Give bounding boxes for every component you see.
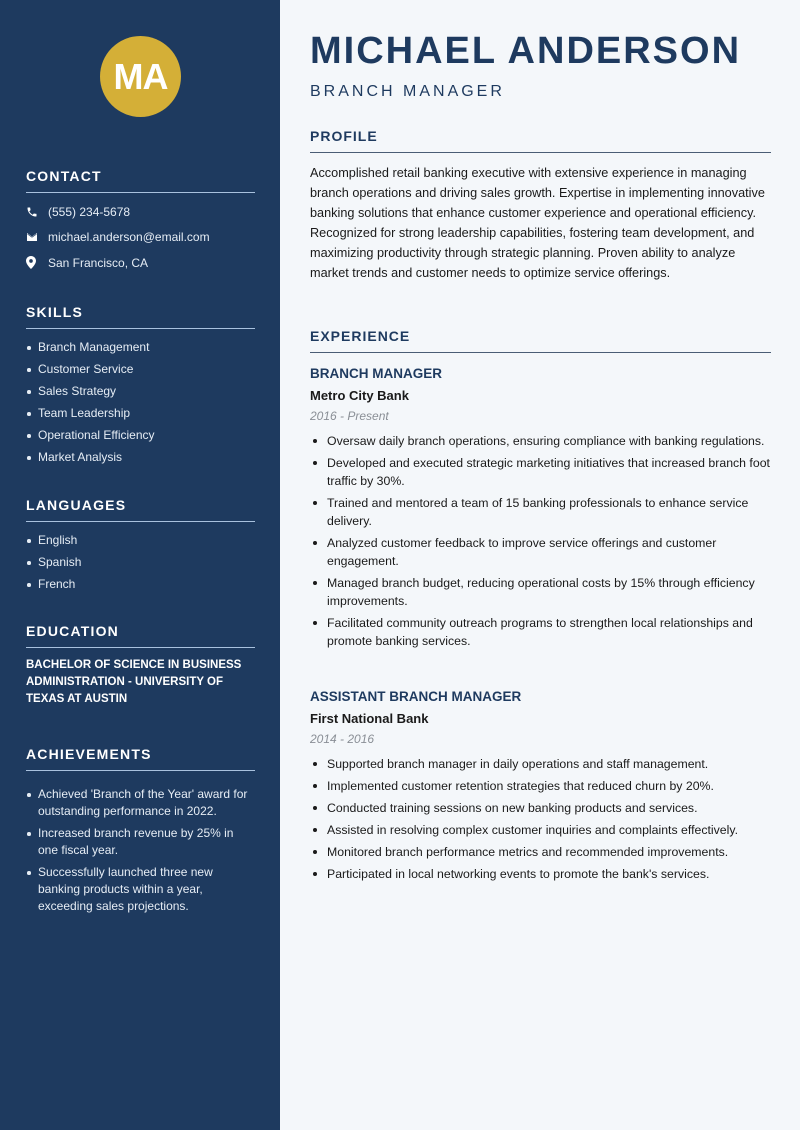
experience-heading: EXPERIENCE	[310, 328, 771, 353]
job-entry	[310, 688, 771, 887]
job-bullet: Facilitated community outreach programs to strengthen local relationships and promote banking services.	[310, 614, 771, 650]
skill-item: Sales Strategy	[26, 383, 255, 400]
languages-heading: LANGUAGES	[26, 497, 255, 522]
skill-item: Market Analysis	[26, 449, 255, 466]
achievements-heading: ACHIEVEMENTS	[26, 746, 255, 771]
candidate-name: MICHAEL ANDERSON	[310, 30, 742, 72]
phone-text: (555) 234-5678	[48, 204, 131, 219]
skills-section	[26, 304, 255, 471]
education-section	[26, 623, 255, 708]
job-bullet: Developed and executed strategic marketing initiatives that increased branch foot traffic by 30%.	[310, 454, 771, 490]
job-bullet: Assisted in resolving complex customer inquiries and complaints effectively.	[310, 821, 771, 839]
job-entry	[310, 365, 771, 654]
contact-location	[26, 250, 255, 276]
location-pin-icon	[26, 256, 48, 269]
achievement-item: Increased branch revenue by 25% in one fiscal year.	[26, 825, 255, 859]
location-text: San Francisco, CA	[48, 255, 149, 270]
skill-item: Branch Management	[26, 339, 255, 356]
phone-icon	[26, 206, 48, 218]
job-bullet: Conducted training sessions on new banking products and services.	[310, 799, 771, 817]
job-bullets	[310, 755, 771, 883]
profile-summary: Accomplished retail banking executive with extensive experience in managing branch operations and driving sales growth. Expertise in implementing innovative banking solutions that enhance customer experience and operational efficiency. Recognized for strong leadership capabilities, fostering team development, and maximizing productivity through strategic planning. Proven ability to analyze market trends and customer needs to optimize service offerings.	[310, 166, 765, 280]
job-company: Metro City Bank	[310, 388, 409, 403]
language-item: Spanish	[26, 554, 255, 571]
contact-email	[26, 225, 255, 251]
languages-list	[26, 532, 255, 593]
skill-item: Team Leadership	[26, 405, 255, 422]
email-text: michael.anderson@email.com	[48, 230, 210, 245]
education-heading: EDUCATION	[26, 623, 255, 648]
contact-heading: CONTACT	[26, 168, 255, 193]
candidate-role: BRANCH MANAGER	[310, 83, 505, 100]
achievement-item: Achieved 'Branch of the Year' award for outstanding performance in 2022.	[26, 786, 255, 820]
job-bullet: Monitored branch performance metrics and recommended improvements.	[310, 843, 771, 861]
job-bullets	[310, 432, 771, 650]
language-item: English	[26, 532, 255, 549]
job-dates: 2014 - 2016	[310, 732, 375, 746]
email-icon	[26, 232, 48, 242]
skill-item: Customer Service	[26, 361, 255, 378]
job-title: ASSISTANT BRANCH MANAGER	[310, 689, 522, 704]
skills-list	[26, 339, 255, 466]
sidebar	[0, 0, 280, 1130]
job-bullet: Trained and mentored a team of 15 banking professionals to enhance service delivery.	[310, 494, 771, 530]
skill-item: Operational Efficiency	[26, 427, 255, 444]
profile-heading: PROFILE	[310, 128, 771, 153]
job-bullet: Implemented customer retention strategies that reduced churn by 20%.	[310, 777, 771, 795]
achievement-item: Successfully launched three new banking products within a year, exceeding sales projections.	[26, 864, 255, 915]
job-dates: 2016 - Present	[310, 409, 389, 423]
avatar: MA	[100, 36, 181, 117]
language-item: French	[26, 576, 255, 593]
contact-phone	[26, 199, 255, 225]
education-degree: BACHELOR OF SCIENCE IN BUSINESS ADMINISTRATION - UNIVERSITY OF TEXAS AT AUSTIN	[26, 659, 242, 705]
job-bullet: Analyzed customer feedback to improve service offerings and customer engagement.	[310, 534, 771, 570]
job-bullet: Participated in local networking events to promote the bank's services.	[310, 865, 771, 883]
job-title: BRANCH MANAGER	[310, 366, 442, 381]
languages-section	[26, 497, 255, 598]
contact-section	[26, 168, 255, 276]
job-bullet: Managed branch budget, reducing operational costs by 15% through efficiency improvements.	[310, 574, 771, 610]
achievements-section	[26, 746, 255, 920]
job-bullet: Oversaw daily branch operations, ensuring compliance with banking regulations.	[310, 432, 771, 450]
skills-heading: SKILLS	[26, 304, 255, 329]
job-bullet: Supported branch manager in daily operations and staff management.	[310, 755, 771, 773]
job-company: First National Bank	[310, 711, 429, 726]
achievements-list	[26, 786, 255, 915]
